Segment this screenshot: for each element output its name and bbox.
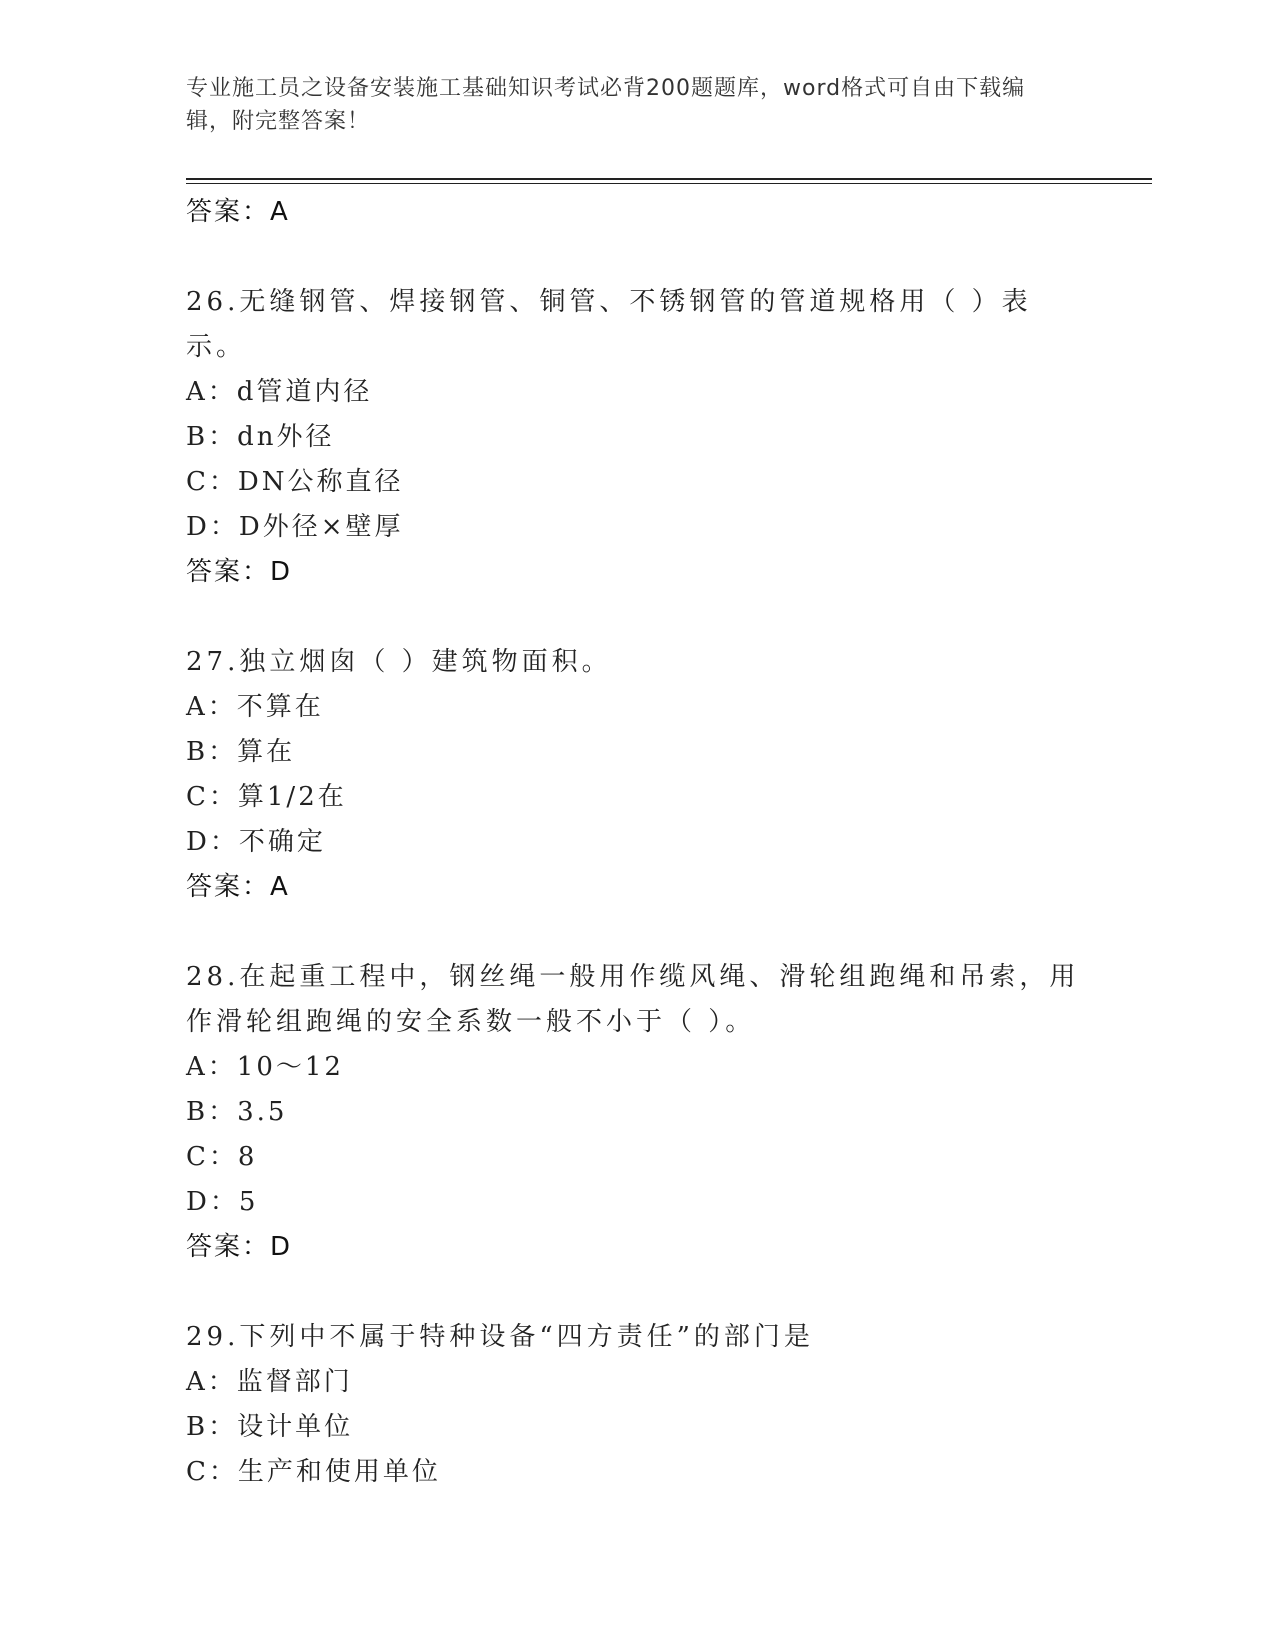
- answer-line: 答案：D: [186, 557, 293, 587]
- option-b: B：dn外径: [186, 422, 335, 452]
- option-b: B：3.5: [186, 1097, 288, 1127]
- answer-line: 答案：A: [186, 197, 290, 227]
- option-a: A：监督部门: [186, 1367, 353, 1397]
- answer-line: 答案：A: [186, 872, 290, 902]
- option-d: D：5: [186, 1187, 259, 1217]
- option-d: D：不确定: [186, 827, 326, 857]
- question-text: 29.下列中不属于特种设备“四方责任”的部门是: [186, 1322, 814, 1352]
- option-a: A：d管道内径: [186, 377, 373, 407]
- option-c: C：算1/2在: [186, 782, 347, 812]
- question-list: [186, 190, 1086, 1495]
- option-a: A：10～12: [186, 1052, 344, 1082]
- question-text: 26.无缝钢管、焊接钢管、铜管、不锈钢管的管道规格用（ ）表示。: [186, 287, 1032, 362]
- option-c: C：生产和使用单位: [186, 1457, 441, 1487]
- option-b: B：算在: [186, 737, 296, 767]
- option-c: C：DN公称直径: [186, 467, 404, 497]
- answer-line: 答案：D: [186, 1232, 293, 1262]
- option-d: D：D外径×壁厚: [186, 512, 404, 542]
- question-text: 27.独立烟囱（ ）建筑物面积。: [186, 647, 612, 677]
- page-header: 专业施工员之设备安装施工基础知识考试必背200题题库，word格式可自由下载编辑，附完整答案！: [186, 76, 1026, 134]
- option-b: B：设计单位: [186, 1412, 354, 1442]
- header-divider-thin: [186, 183, 1152, 184]
- option-a: A：不算在: [186, 692, 324, 722]
- question-text: 28.在起重工程中，钢丝绳一般用作缆风绳、滑轮组跑绳和吊索，用作滑轮组跑绳的安全系数一般不小于（ ）。: [186, 962, 1080, 1037]
- option-c: C：8: [186, 1142, 258, 1172]
- header-divider: [186, 178, 1152, 180]
